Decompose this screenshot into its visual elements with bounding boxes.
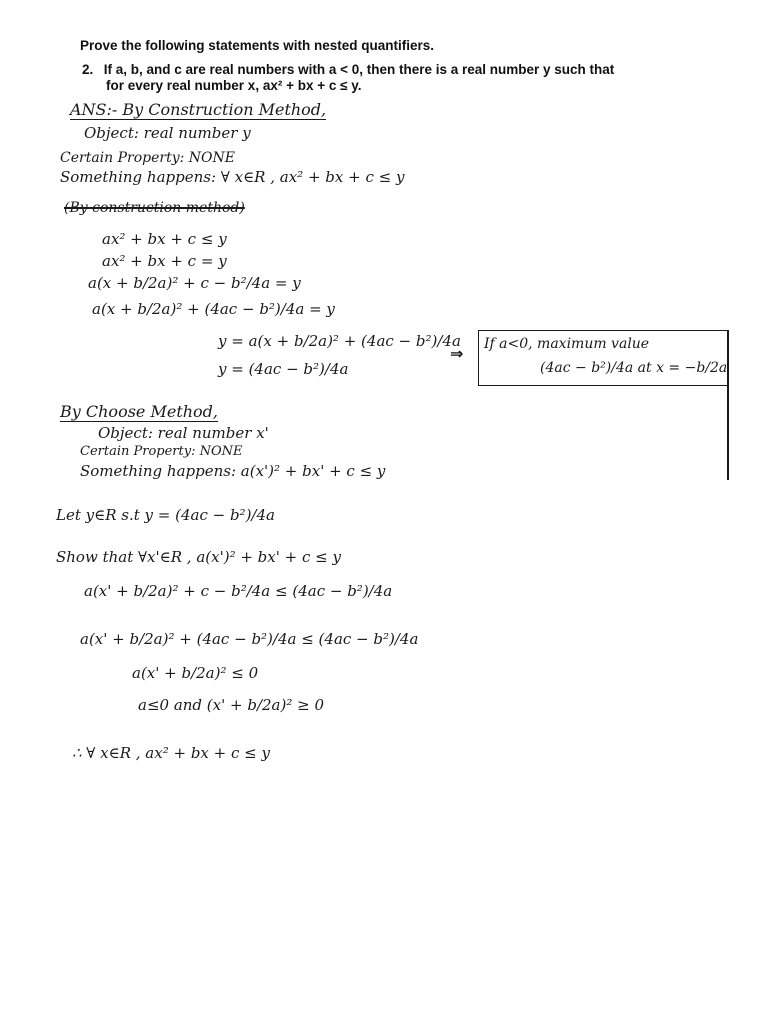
construction-step-6: y = (4ac − b²)/4a <box>218 360 349 378</box>
construction-step-2: ax² + bx + c = y <box>102 252 227 270</box>
choose-method-title: By Choose Method, <box>60 402 219 421</box>
choose-step-2: a(x' + b/2a)² + (4ac − b²)/4a ≤ (4ac − b²)/4a <box>80 630 419 648</box>
choose-object: Object: real number x' <box>98 424 269 442</box>
implies-arrow-icon: ⇒ <box>450 344 464 363</box>
construction-step-4: a(x + b/2a)² + (4ac − b²)/4a = y <box>92 300 335 318</box>
choose-step-4: a≤0 and (x' + b/2a)² ≥ 0 <box>138 696 324 714</box>
choose-something-happens: Something happens: a(x')² + bx' + c ≤ y <box>80 462 386 480</box>
problem-line-1: If a, b, and c are real numbers with a < 0, then there is a real number y such that <box>103 62 615 77</box>
problem-line-2: for every real number x, ax² + bx + c ≤ y. <box>106 78 362 93</box>
margin-rule <box>727 330 729 480</box>
choose-step-1: a(x' + b/2a)² + c − b²/4a ≤ (4ac − b²)/4a <box>84 582 393 600</box>
choose-step-3: a(x' + b/2a)² ≤ 0 <box>132 664 259 682</box>
max-value-note-line-1: If a<0, maximum value <box>484 336 650 352</box>
answer-title: ANS:- By Construction Method, <box>70 100 327 119</box>
choose-certain-property: Certain Property: NONE <box>80 444 243 459</box>
construction-step-5: y = a(x + b/2a)² + (4ac − b²)/4a <box>218 332 461 350</box>
struck-out-note: (By construction method) <box>64 200 245 216</box>
problem-statement <box>82 62 614 94</box>
choose-let-statement: Let y∈R s.t y = (4ac − b²)/4a <box>56 506 275 524</box>
construction-something-happens: Something happens: ∀ x∈R , ax² + bx + c ≤ y <box>60 168 405 186</box>
construction-step-1: ax² + bx + c ≤ y <box>102 230 227 248</box>
max-value-note-line-2: (4ac − b²)/4a at x = −b/2a <box>540 360 728 376</box>
choose-show-that: Show that ∀x'∈R , a(x')² + bx' + c ≤ y <box>56 548 341 566</box>
conclusion: ∴ ∀ x∈R , ax² + bx + c ≤ y <box>72 744 270 762</box>
page-heading: Prove the following statements with nested quantifiers. <box>80 38 435 53</box>
construction-step-3: a(x + b/2a)² + c − b²/4a = y <box>88 274 301 292</box>
construction-object: Object: real number y <box>84 124 251 142</box>
construction-certain-property: Certain Property: NONE <box>60 150 235 166</box>
problem-number: 2. <box>82 62 94 77</box>
